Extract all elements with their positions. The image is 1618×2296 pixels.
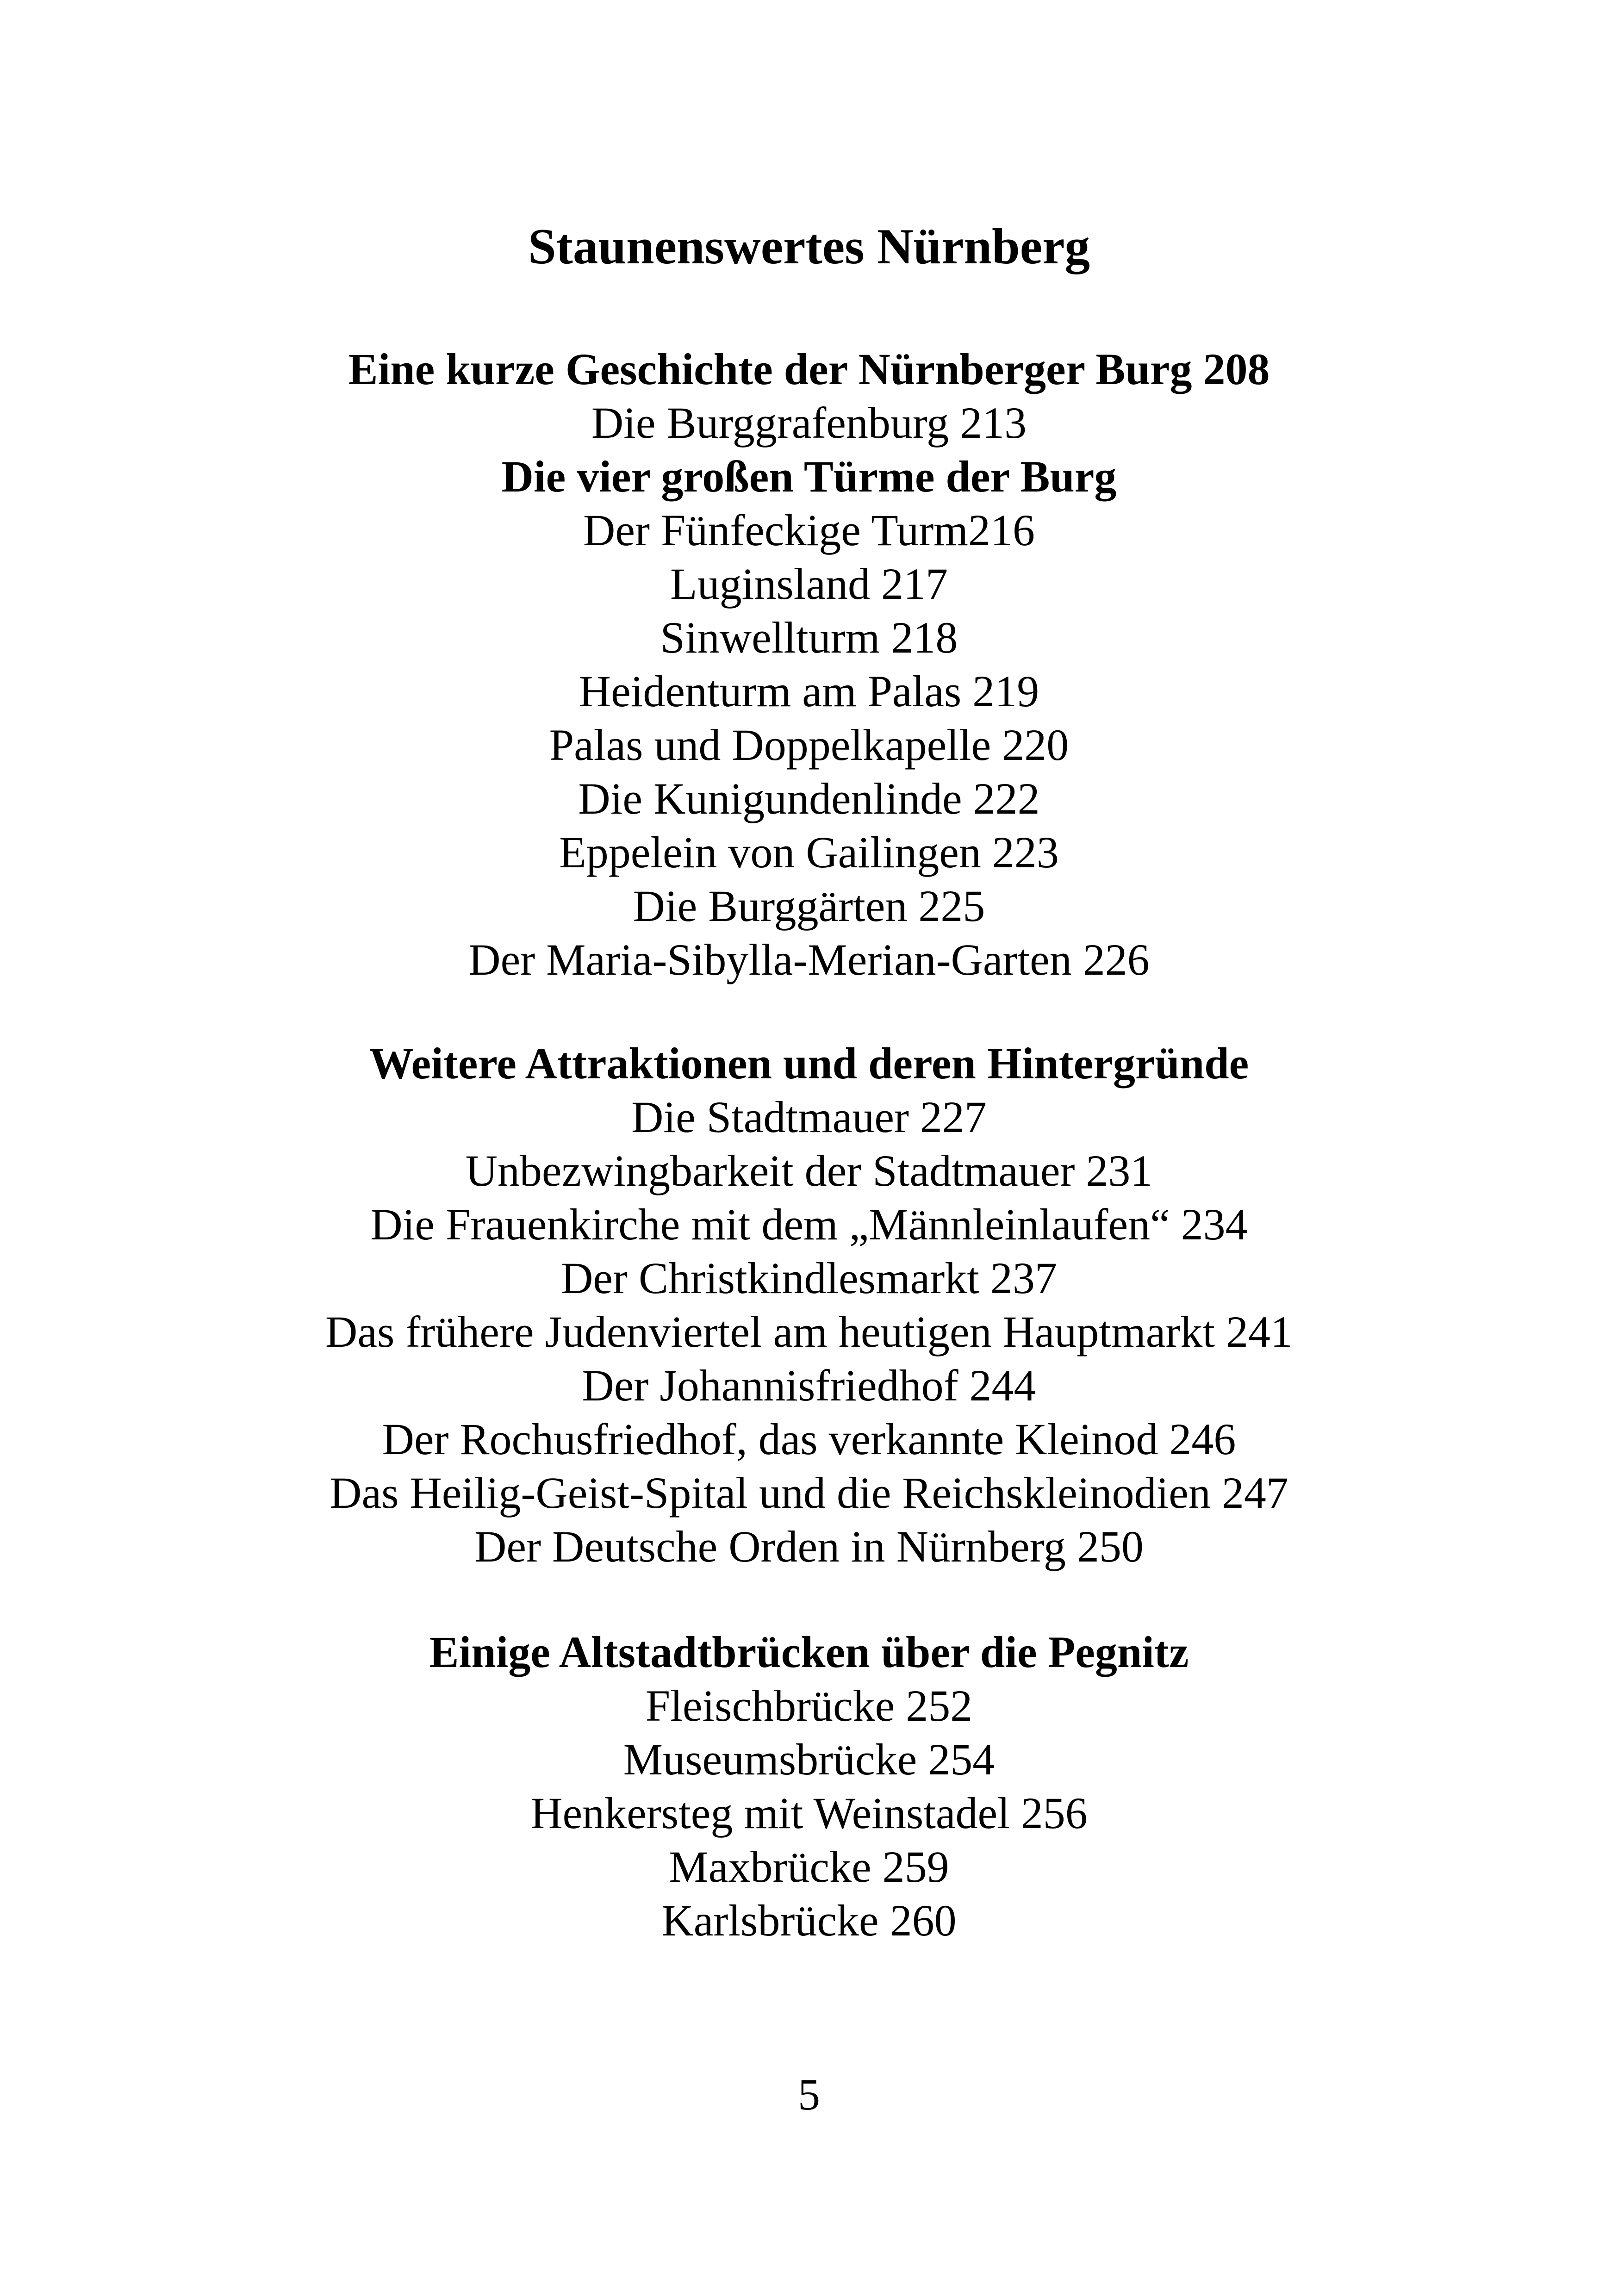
toc-entry: Der Christkindlesmarkt 237 (561, 1253, 1057, 1303)
toc-entry: Der Johannisfriedhof 244 (582, 1361, 1036, 1410)
toc-entry: Die Kunigundenlinde 222 (578, 774, 1040, 823)
toc-entry: Sinwellturm 218 (660, 613, 958, 662)
toc-heading: Eine kurze Geschichte der Nürnberger Burg 208 (348, 344, 1270, 394)
toc-entry: Luginsland 217 (670, 559, 948, 609)
toc-entry: Die Stadtmauer 227 (631, 1092, 987, 1142)
toc-entry: Eppelein von Gailingen 223 (559, 828, 1059, 877)
toc-entry: Fleischbrücke 252 (645, 1681, 973, 1730)
toc-entry: Museumsbrücke 254 (623, 1735, 995, 1784)
toc-entry: Die Frauenkirche mit dem „Männleinlaufen“ 234 (370, 1200, 1248, 1249)
toc-entry: Der Maria-Sibylla-Merian-Garten 226 (468, 935, 1150, 984)
toc-entry: Henkersteg mit Weinstadel 256 (530, 1788, 1088, 1838)
toc-entry: Karlsbrücke 260 (661, 1896, 957, 1945)
toc-section-burg (0, 342, 1618, 987)
toc-entry: Unbezwingbarkeit der Stadtmauer 231 (465, 1146, 1153, 1195)
toc-entry: Das frühere Judenviertel am heutigen Hauptmarkt 241 (325, 1307, 1293, 1356)
toc-heading: Einige Altstadtbrücken über die Pegnitz (429, 1627, 1189, 1677)
toc-section-attraktionen (0, 1037, 1618, 1574)
toc-entry: Der Rochusfriedhof, das verkannte Kleinod 246 (382, 1414, 1236, 1464)
toc-heading: Weitere Attraktionen und deren Hintergründe (369, 1039, 1249, 1088)
toc-entry: Der Fünfeckige Turm216 (583, 505, 1035, 555)
toc-entry: Heidenturm am Palas 219 (579, 666, 1039, 716)
toc-entry: Die Burggärten 225 (633, 881, 985, 931)
toc-entry: Maxbrücke 259 (669, 1842, 949, 1892)
toc-entry: Palas und Doppelkapelle 220 (549, 720, 1069, 770)
toc-heading: Die vier großen Türme der Burg (501, 452, 1117, 501)
toc-entry: Der Deutsche Orden in Nürnberg 250 (474, 1522, 1144, 1571)
page-title: Staunenswertes Nürnberg (528, 218, 1090, 274)
toc-entry: Das Heilig-Geist-Spital und die Reichskleinodien 247 (330, 1468, 1288, 1518)
toc-section-bruecken (0, 1625, 1618, 1948)
page-number: 5 (798, 2070, 820, 2119)
toc-entry: Die Burggrafenburg 213 (591, 398, 1027, 448)
